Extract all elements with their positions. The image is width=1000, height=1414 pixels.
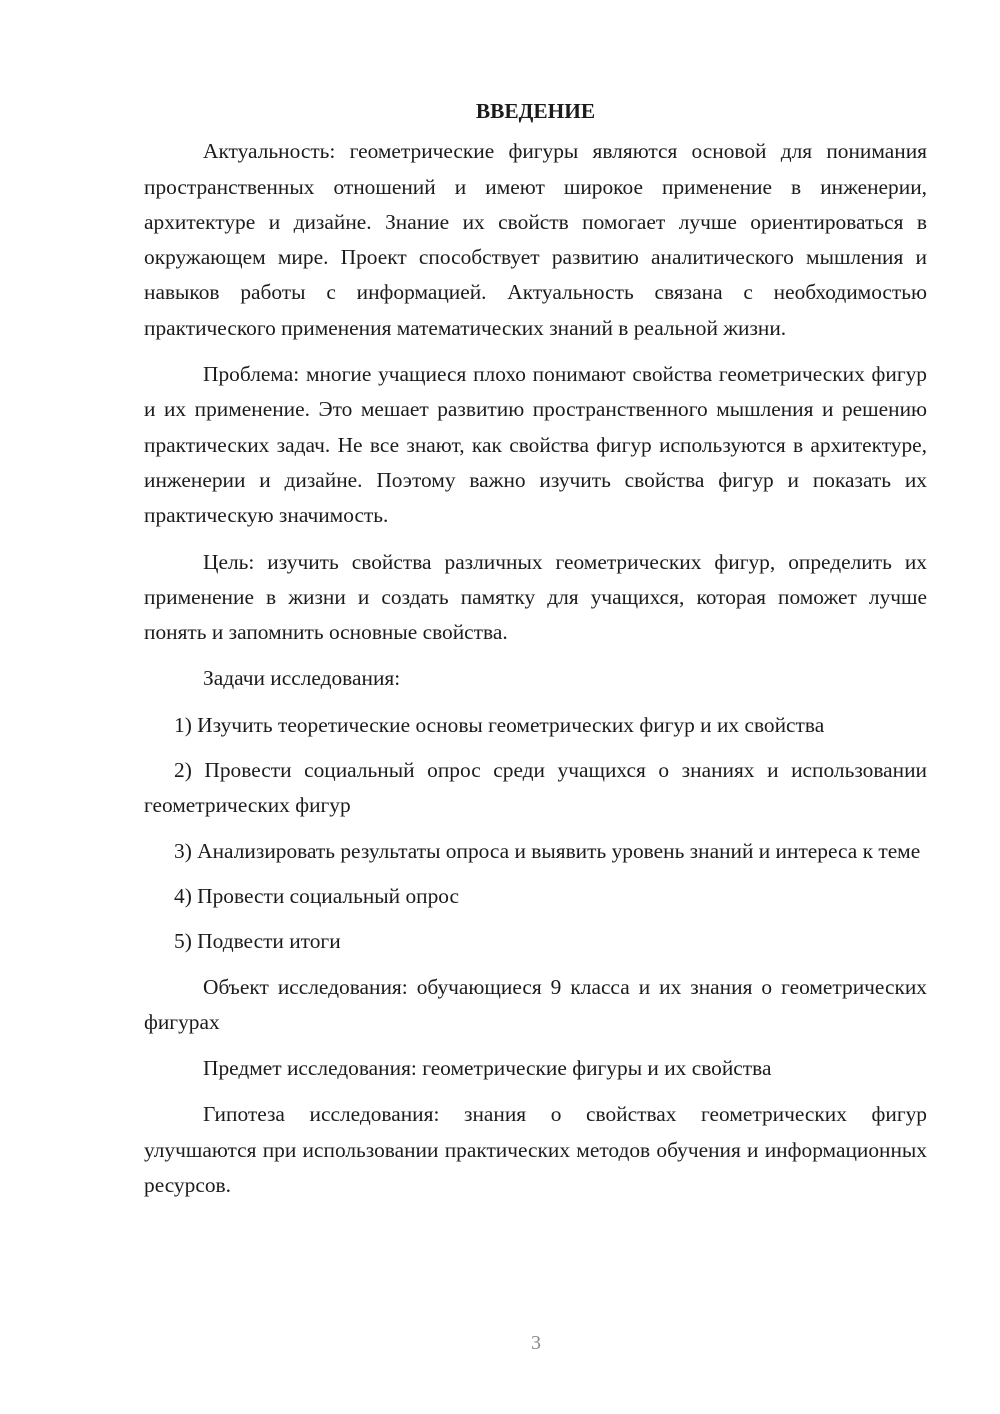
task-item-2: 2) Провести социальный опрос среди учащихся о знаниях и использовании геометрических фигур (144, 758, 927, 818)
task-item-3: 3) Анализировать результаты опроса и выявить уровень знаний и интереса к теме (174, 838, 921, 863)
relevance-paragraph: Актуальность: геометрические фигуры являются основой для понимания пространственных отношений и имеют широкое применение в инженерии, архитектуре и дизайне. Знание их свойств помогает лучше ориентироваться в окружающем мире. Проект способствует развитию аналитического мышления и навыков работы с информацией. Актуальность связана с необходимостью практического применения математических знаний в реальной жизни. (144, 139, 927, 340)
subject-paragraph: Предмет исследования: геометрические фигуры и их свойства (203, 1056, 772, 1081)
task-item-1: 1) Изучить теоретические основы геометрических фигур и их свойства (174, 712, 825, 737)
page-title: ВВЕДЕНИЕ (475, 99, 596, 123)
problem-paragraph: Проблема: многие учащиеся плохо понимают свойства геометрических фигур и их применение. Это мешает развитию пространственного мышления и решению практических задач. Не все знают, как свойства фигур используются в архитектуре, инженерии и дизайне. Поэтому важно изучить свойства фигур и показать их практическую значимость. (144, 362, 927, 528)
page-number: 3 (531, 1332, 541, 1354)
task-item-5: 5) Подвести итоги (174, 929, 341, 954)
page-content (144, 94, 927, 1214)
object-paragraph: Объект исследования: обучающиеся 9 класса и их знания о геометрических фигурах (144, 974, 927, 1034)
hypothesis-paragraph: Гипотеза исследования: знания о свойствах геометрических фигур улучшаются при использовании практических методов обучения и информационных ресурсов. (144, 1102, 927, 1198)
task-item-4: 4) Провести социальный опрос (174, 883, 460, 908)
goal-paragraph: Цель: изучить свойства различных геометрических фигур, определить их применение в жизни и создать памятку для учащихся, которая поможет лучше понять и запомнить основные свойства. (144, 549, 927, 645)
tasks-heading: Задачи исследования: (203, 666, 401, 691)
